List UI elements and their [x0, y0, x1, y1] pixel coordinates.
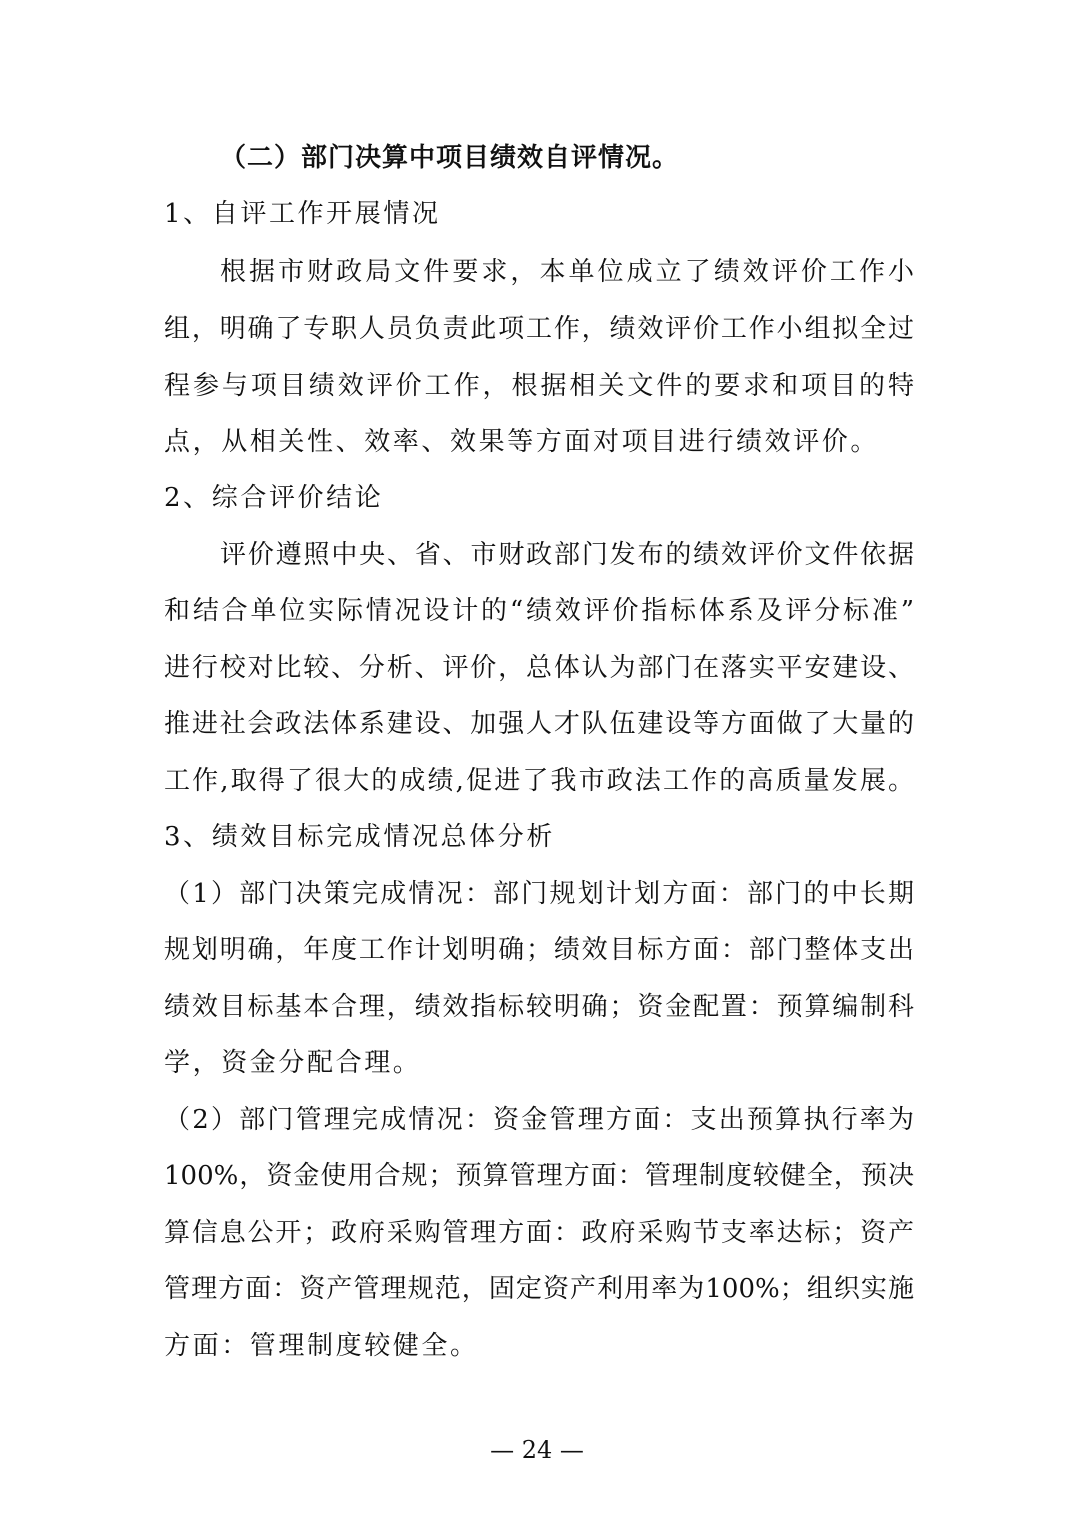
- subsection-title-3: 3、绩效目标完成情况总体分析: [164, 822, 555, 852]
- paragraph-line: 100%，资金使用合规；预算管理方面：管理制度较健全，预决: [164, 1161, 914, 1191]
- paragraph-line: 和结合单位实际情况设计的“绩效评价指标体系及评分标准”: [164, 596, 914, 626]
- subsection-title-1: 1、自评工作开展情况: [164, 199, 441, 229]
- paragraph-line: 评价遵照中央、省、市财政部门发布的绩效评价文件依据: [220, 540, 914, 570]
- page-number: — 24 —: [490, 1436, 584, 1464]
- paragraph-line: 推进社会政法体系建设、加强人才队伍建设等方面做了大量的: [164, 709, 914, 739]
- paragraph-line: （1）部门决策完成情况：部门规划计划方面：部门的中长期: [164, 879, 914, 909]
- paragraph-line: 组，明确了专职人员负责此项工作，绩效评价工作小组拟全过: [164, 314, 914, 344]
- paragraph-line: 方面：管理制度较健全。: [164, 1331, 479, 1361]
- paragraph-line: 点，从相关性、效率、效果等方面对项目进行绩效评价。: [164, 427, 880, 457]
- paragraph-line: 根据市财政局文件要求，本单位成立了绩效评价工作小: [220, 257, 914, 287]
- paragraph-line: 算信息公开；政府采购管理方面：政府采购节支率达标；资产: [164, 1218, 914, 1248]
- subsection-title-2: 2、综合评价结论: [164, 483, 384, 513]
- paragraph-line: （2）部门管理完成情况：资金管理方面：支出预算执行率为: [164, 1105, 914, 1135]
- paragraph-line: 进行校对比较、分析、评价，总体认为部门在落实平安建设、: [164, 653, 914, 683]
- paragraph-line: 规划明确，年度工作计划明确；绩效目标方面：部门整体支出: [164, 935, 914, 965]
- paragraph-line: 工作,取得了很大的成绩,促进了我市政法工作的高质量发展。: [164, 766, 914, 796]
- paragraph-line: 程参与项目绩效评价工作，根据相关文件的要求和项目的特: [164, 371, 914, 401]
- paragraph-line: 管理方面：资产管理规范，固定资产利用率为100%；组织实施: [164, 1274, 914, 1304]
- paragraph-line: 绩效目标基本合理，绩效指标较明确；资金配置：预算编制科: [164, 992, 914, 1022]
- paragraph-line: 学，资金分配合理。: [164, 1048, 422, 1078]
- section-heading: （二）部门决算中项目绩效自评情况。: [220, 143, 680, 173]
